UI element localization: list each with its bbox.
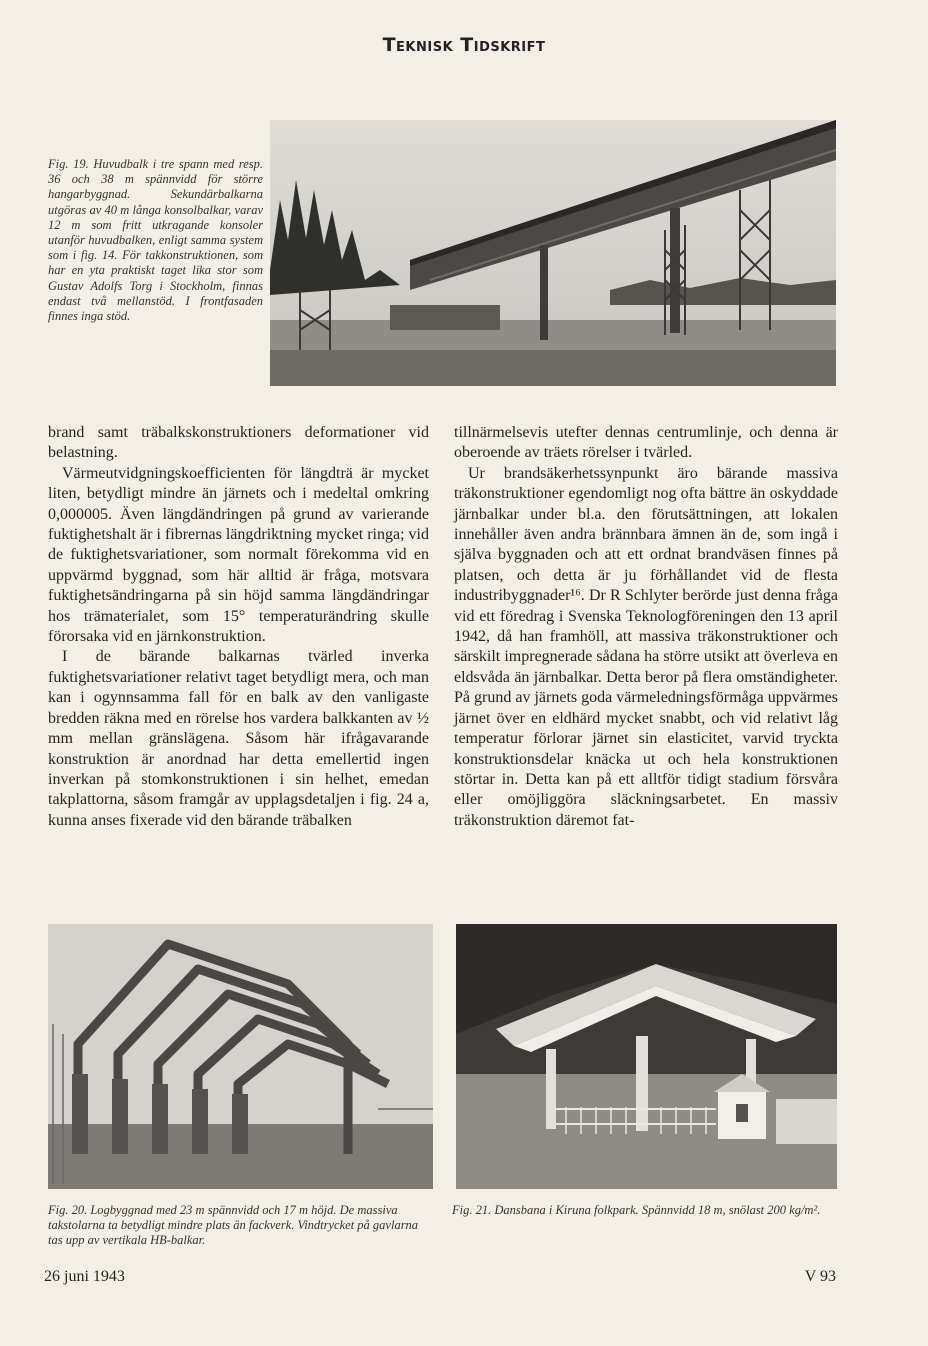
page-number: V 93 <box>804 1268 836 1285</box>
body-paragraph: Värmeutvidgningskoefficienten för längdträ är mycket liten, betydligt mindre än järnets och i medeltal omkring 0,000005. Även längdändringen på grund av varierande fuktighetshalt är i fibrernas längdriktning mycket ringa; vid de fuktighetsvariationer, som normalt förekomma vid en uppvärmd byggnad, som här alltid är fråga, motsvara fuktighetsändringarna på sin höjd samma längdändringar hos trämaterialet, som 15° temperaturändring skulle förorsaka vid en järnkonstruktion. <box>48 464 429 646</box>
body-paragraph: Ur brandsäkerhetssynpunkt äro bärande massiva träkonstruktioner egendomligt nog ofta bättre än oskyddade järnbalkar under bl.a. den förutsättningen, att lokalen innehåller även andra brännbara ämnen än de, som ingå i själva byggnaden och att ett ordnat brandväsen finnes på platsen, och detta är ju förhållandet vid de flesta industribyggnader¹⁶. Dr R Schlyter berörde just denna fråga vid ett föredrag i Svenska Teknologföreningen den 13 april 1942, då han framhöll, att massiva träkonstruktioner och särskilt impregnerade sådana ha större utsikt att överleva en eldsvåda än järnbalkar. Detta beror på flera omständigheter. På grund av järnets goda värmeledningsförmåga uppvärmes järnet över en eldhärd mycket snabbt, och vid relativt låg temperatur förlorar järnet sin elasticitet, varvid tryckta konstruktionsdelar knäcka ut och hela konstruktionen störtar in. Detta kan på ett alltför tidigt stadium försvåra eller omöjliggöra släckningsarbetet. En massiv träkonstruktion däremot fat- <box>454 464 838 829</box>
body-column-right <box>454 423 838 831</box>
figure-19-caption: Fig. 19. Huvudbalk i tre spann med resp. 36 och 38 m spännvidd för större hangarbyggnad. Sekundärbalkarna utgöras av 40 m långa konsolbalkar, varav 12 m som fritt utkragande konsoler utanför huvudbalken, enligt samma system som i fig. 14. För takkonstruktionen, som har en yta praktiskt taget lika stor som Gustav Adolfs Torg i Stockholm, finnas endast två mellanstöd. I frontfasaden finnes inga stöd. <box>48 157 263 324</box>
figure-20-caption: Fig. 20. Logbyggnad med 23 m spännvidd och 17 m höjd. De massiva takstolarna ta betydligt mindre plats än fackverk. Vindtrycket på gavlarna tas upp av vertikala HB-balkar. <box>48 1203 419 1248</box>
journal-header: Teknisk Tidskrift <box>382 34 546 56</box>
figure-19-photo <box>270 120 836 386</box>
body-paragraph: I de bärande balkarnas tvärled inverka fuktighetsvariationer relativt taget betydligt mera, och man kan i ogynnsamma fall för en balk av den vanligaste bredden räkna med en rörelse hos vardera balkkanten av ½ mm mellan gränslägena. Såsom här ifrågavarande konstruktion är anordnad har detta emellertid ingen inverkan på stomkonstruktionen i sin helhet, emedan takplattorna, såsom framgår av upplagsdetaljen i fig. 24 a, kunna anses fixerade vid den bärande träbalken <box>48 648 429 829</box>
body-column-left <box>48 423 429 831</box>
body-paragraph: tillnärmelsevis utefter dennas centrumlinje, och denna är oberoende av träets rörelser i tvärled. <box>454 424 838 462</box>
figure-20-photo <box>48 924 433 1189</box>
figure-21-photo <box>456 924 837 1189</box>
footer-date: 26 juni 1943 <box>44 1268 125 1285</box>
body-paragraph: brand samt träbalkskonstruktioners deformationer vid belastning. <box>48 424 429 462</box>
figure-21-caption: Fig. 21. Dansbana i Kiruna folkpark. Spännvidd 18 m, snölast 200 kg/m². <box>452 1203 821 1217</box>
